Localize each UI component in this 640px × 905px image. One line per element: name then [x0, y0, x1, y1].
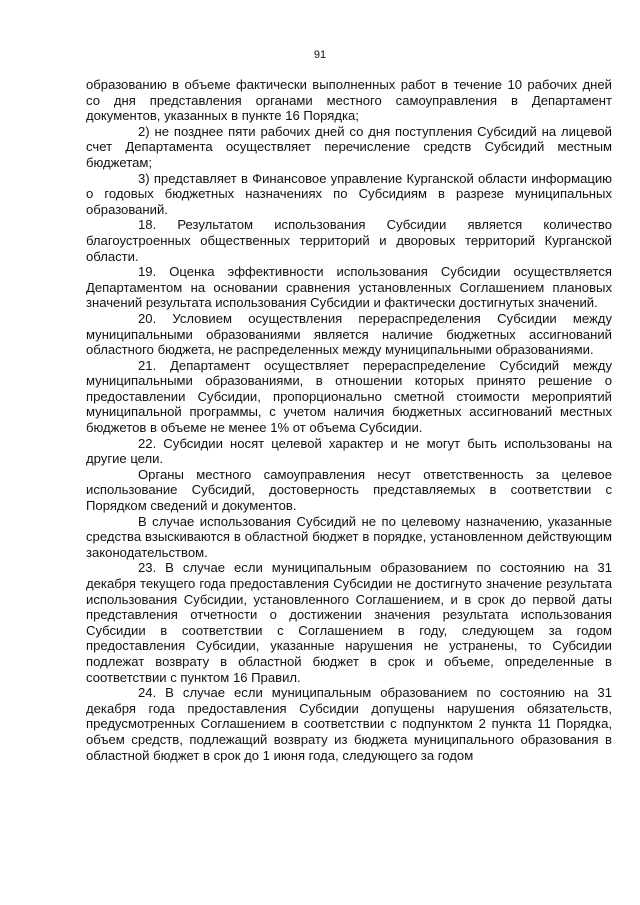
paragraph-subitem-3: 3) представляет в Финансовое управление Курганской области информацию о годовых бюджетных назначениях по Субсидиям в разрезе муниципальных образований.: [86, 170, 612, 217]
document-body: [86, 77, 612, 763]
page-number: 91: [313, 49, 327, 61]
paragraph-item-20: 20. Условием осуществления перераспределения Субсидии между муниципальными образованиями является наличие бюджетных ассигнований областного бюджета, не распределенных между муниципальными образованиями.: [86, 310, 612, 358]
paragraph-continuation: образованию в объеме фактически выполненных работ в течение 10 рабочих дней со дня представления органами местного самоуправления в Департамент документов, указанных в пункте 16 Порядка;: [86, 77, 612, 124]
paragraph-misuse: В случае использования Субсидий не по целевому назначению, указанные средства взыскиваются в областной бюджет в порядке, установленном действующим законодательством.: [86, 513, 612, 560]
paragraph-item-22: 22. Субсидии носят целевой характер и не могут быть использованы на другие цели.: [86, 435, 612, 467]
paragraph-item-19: 19. Оценка эффективности использования Субсидии осуществляется Департаментом на основании сравнения установленных Соглашением плановых значений результата использования Субсидии и фактически достигнутых значений.: [86, 264, 612, 311]
paragraph-item-24: 24. В случае если муниципальным образованием по состоянию на 31 декабря года предоставления Субсидии допущены нарушения обязательств, предусмотренных Соглашением в соответствии с подпунктом 2 пункта 11 Порядка, объем средств, подлежащий возврату из бюджета муниципального образования в областной бюджет в срок до 1 июня года, следующего за годом: [86, 685, 612, 763]
paragraph-subitem-2: 2) не позднее пяти рабочих дней со дня поступления Субсидий на лицевой счет Департамента осуществляет перечисление средств Субсидий местным бюджетам;: [86, 123, 612, 170]
paragraph-item-23: 23. В случае если муниципальным образованием по состоянию на 31 декабря текущего года предоставления Субсидии не достигнуто значение результата использования Субсидии, установленного Соглашением, и в срок до первой даты представления отчетности о достижении значения результата использования Субсидии в соответствии с Соглашением в году, следующем за годом предоставления Субсидии, указанные нарушения не устранены, то Субсидии подлежат возврату в областной бюджет в срок и объеме, определенные в соответствии с пунктом 16 Правил.: [86, 560, 612, 685]
paragraph-responsibility: Органы местного самоуправления несут ответственность за целевое использование Субсидий, достоверность представляемых в соответствии с Порядком сведений и документов.: [86, 466, 612, 514]
paragraph-item-18: 18. Результатом использования Субсидии является количество благоустроенных общественных территорий и дворовых территорий Курганской области.: [86, 217, 612, 264]
paragraph-item-21: 21. Департамент осуществляет перераспределение Субсидий между муниципальными образованиями, в отношении которых принято решение о предоставлении Субсидии, пропорционально сметной стоимости мероприятий муниципальной программы, с учетом наличия бюджетных ассигнований местных бюджетов в объеме не менее 1% от объема Субсидии.: [86, 357, 612, 436]
